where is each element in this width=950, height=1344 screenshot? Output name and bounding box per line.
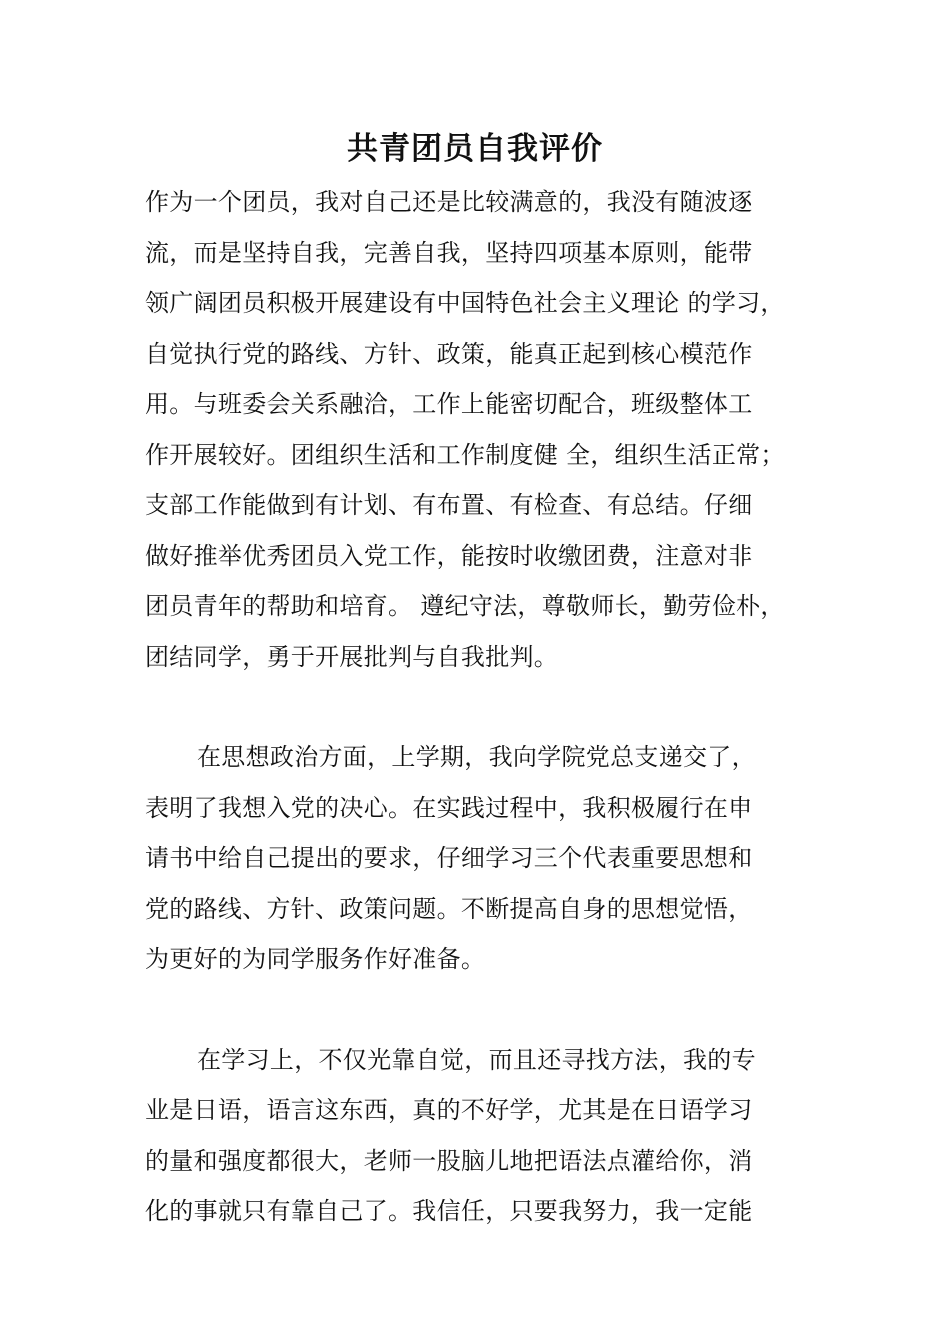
text-line: 业是日语，语言这东西，真的不好学，尤其是在日语学习 (145, 1096, 753, 1124)
text-line: 团结同学，勇于开展批判与自我批判。 (145, 642, 559, 671)
document-title: 共青团员自我评价 (347, 131, 603, 167)
text-line: 表明了我想入党的决心。在实践过程中，我积极履行在申 (145, 793, 753, 822)
text-line: 支部工作能做到有计划、有布置、有检查、有总结。仔细 (145, 491, 753, 519)
paragraph-spacer (145, 985, 825, 1035)
paragraph-3 (145, 1035, 825, 1237)
text-line: 作开展较好。团组织生活和工作制度健 全，组织生活正常； (145, 440, 785, 469)
text-line: 用。与班委会关系融洽，工作上能密切配合，班级整体工 (145, 390, 753, 418)
paragraph-1 (145, 177, 825, 682)
document-body (145, 177, 825, 1237)
text-line: 流，而是坚持自我，完善自我，坚持四项基本原则，能带 (145, 238, 753, 267)
text-line: 团员青年的帮助和培育。 遵纪守法，尊敬师长，勤劳俭朴， (145, 592, 785, 620)
text-line: 做好推举优秀团员入党工作，能按时收缴团费，注意对非 (145, 541, 753, 570)
text-line: 在学习上，不仅光靠自觉，而且还寻找方法，我的专 (197, 1045, 756, 1074)
text-line: 自觉执行党的路线、方针、政策，能真正起到核心模范作 (145, 339, 753, 368)
text-line: 党的路线、方针、政策问题。不断提高自身的思想觉悟， (145, 894, 753, 923)
text-line: 作为一个团员，我对自己还是比较满意的，我没有随波逐 (145, 188, 753, 216)
paragraph-spacer (145, 682, 825, 732)
text-line: 领广阔团员积极开展建设有中国特色社会主义理论 的学习， (145, 289, 785, 317)
text-line: 的量和强度都很大，老师一股脑儿地把语法点灌给你，消 (145, 1146, 753, 1175)
paragraph-2 (145, 732, 825, 985)
text-line: 为更好的为同学服务作好准备。 (145, 945, 486, 973)
text-line: 化的事就只有靠自己了。我信任，只要我努力，我一定能 (145, 1197, 753, 1225)
text-line: 在思想政治方面，上学期，我向学院党总支递交了， (197, 743, 756, 771)
text-line: 请书中给自己提出的要求，仔细学习三个代表重要思想和 (145, 844, 753, 872)
